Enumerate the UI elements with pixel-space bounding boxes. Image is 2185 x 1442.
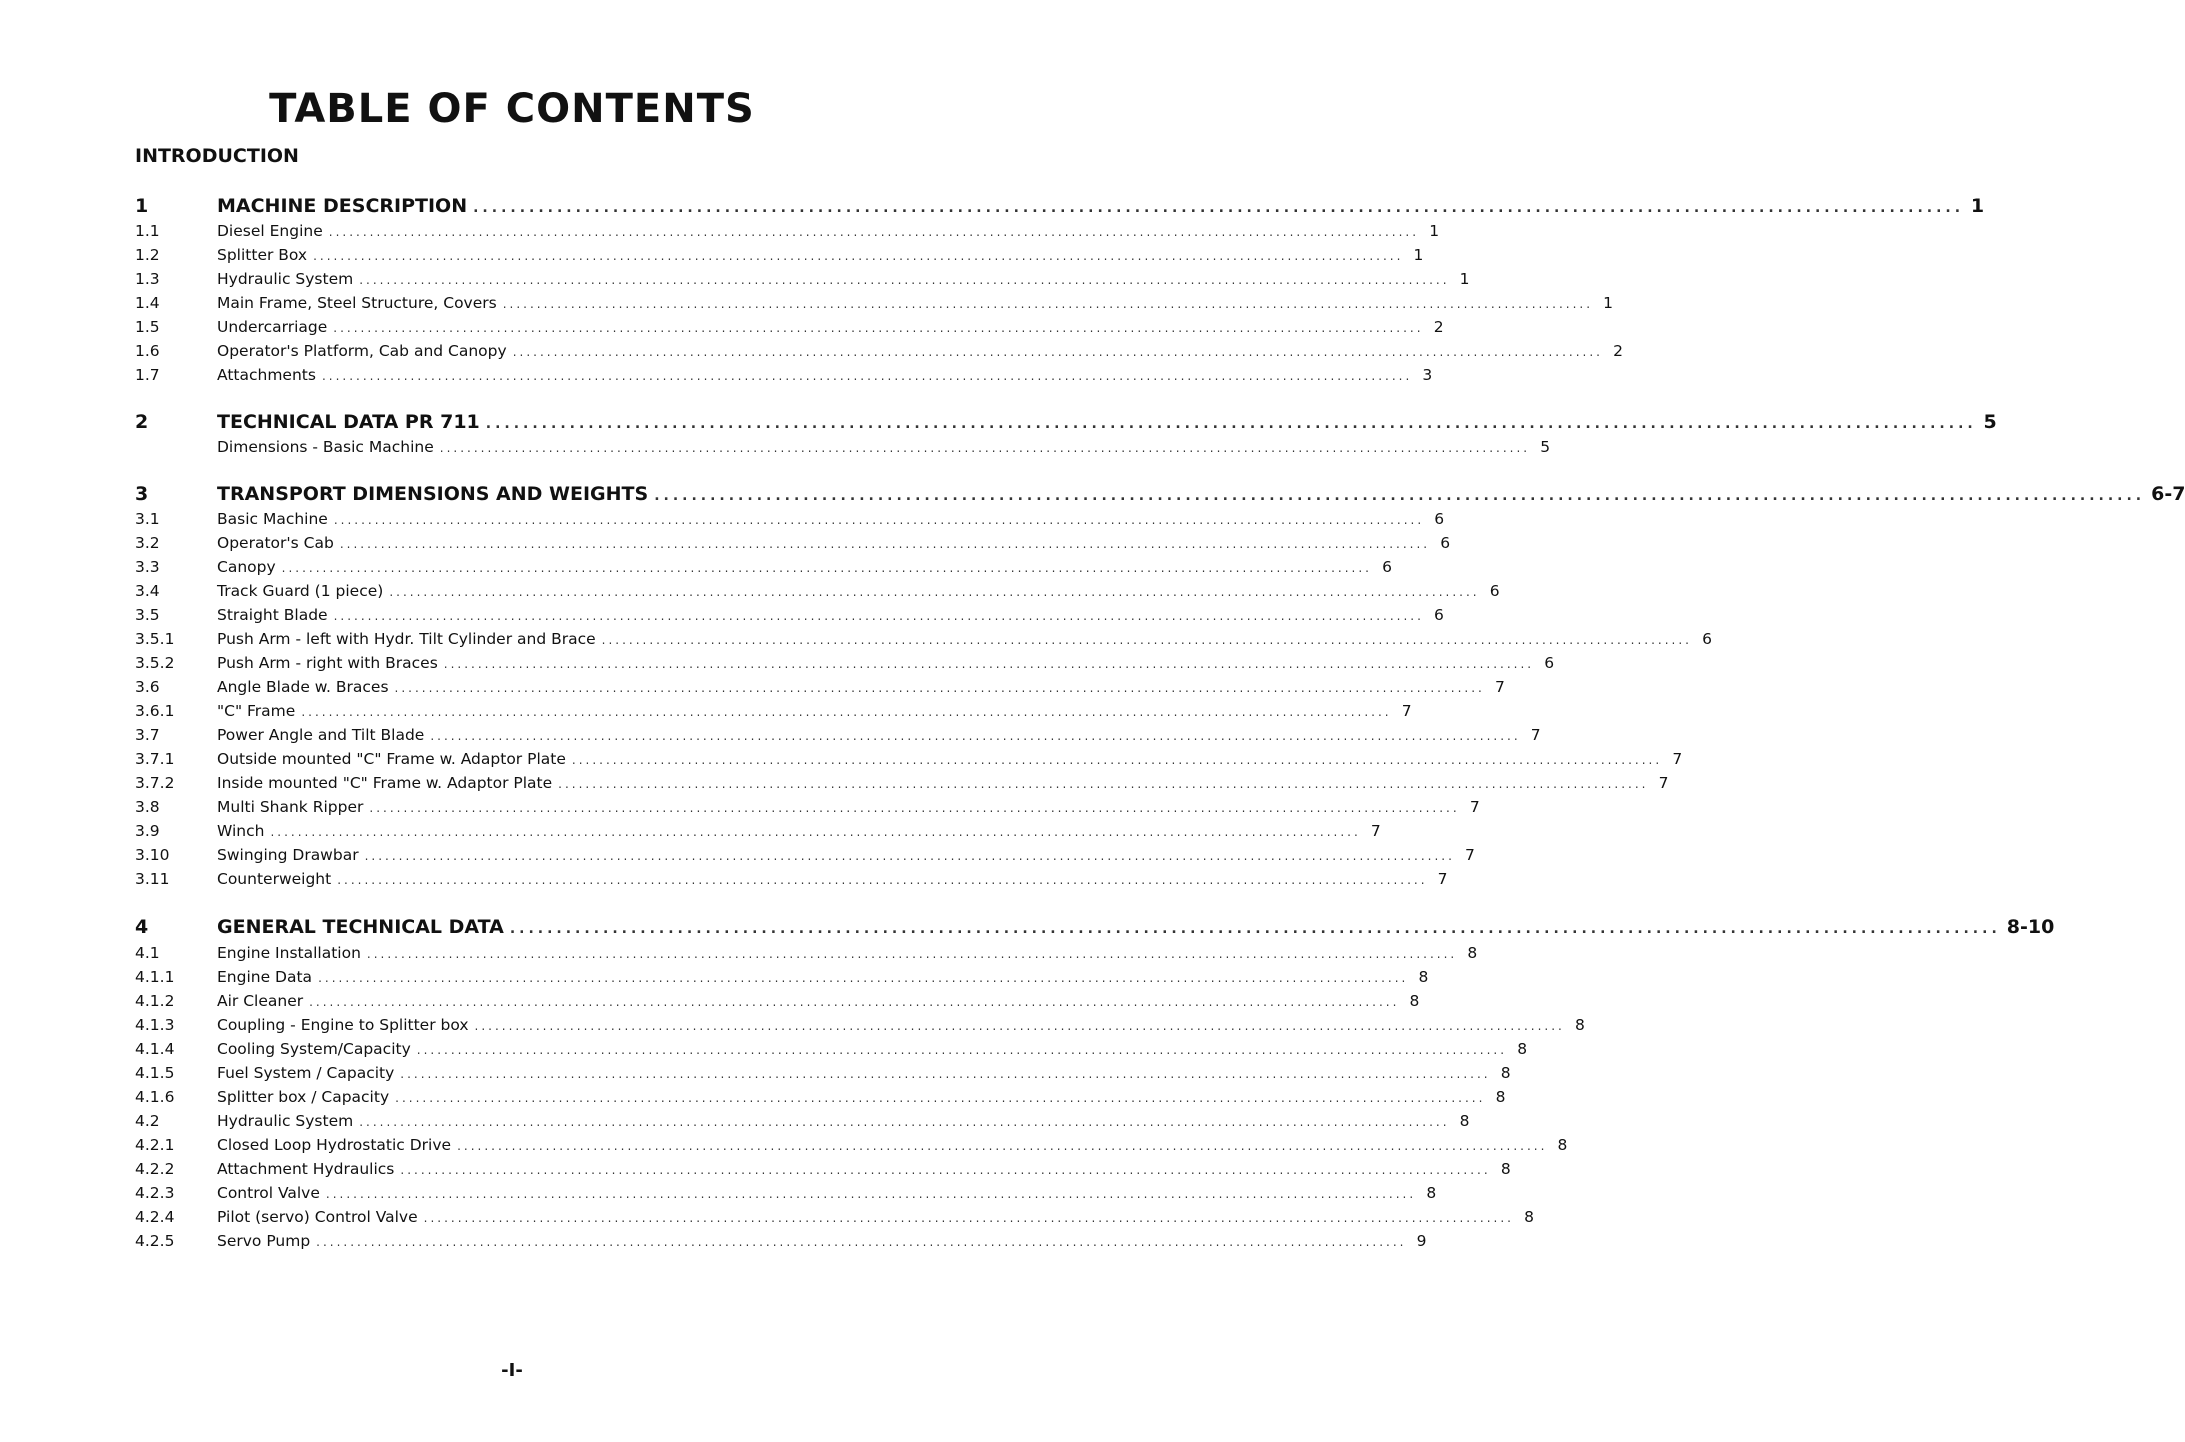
toc-entry-title: "C" Frame <box>217 702 296 720</box>
toc-entry-title: Hydraulic System <box>217 270 354 288</box>
toc-dot-leader: ................................................................................................................................................................ <box>325 1187 1417 1201</box>
toc-entry-title: Coupling - Engine to Splitter box <box>217 1016 469 1034</box>
toc-entry-row <box>135 944 1478 968</box>
toc-entry-row <box>135 1184 1437 1208</box>
toc-dot-leader: ................................................................................................................................................................ <box>364 849 1455 863</box>
toc-entry-page: 8 <box>1574 1016 1585 1034</box>
toc-dot-leader: ................................................................................................................................................................ <box>416 1043 1508 1057</box>
toc-entry-number: 4.2.3 <box>135 1184 175 1202</box>
toc-entry-number: 4.1.2 <box>135 992 175 1010</box>
toc-entry-row <box>135 1088 1506 1112</box>
toc-entry-title: Pilot (servo) Control Valve <box>217 1208 418 1226</box>
toc-dot-leader: ................................................................................................................................................................ <box>281 561 1372 575</box>
toc-entry-page: 8-10 <box>2006 916 2055 938</box>
toc-section-row <box>135 916 2055 944</box>
toc-entry-page: 8 <box>1467 944 1478 962</box>
toc-dot-leader: ................................................................................................................................................................ <box>309 995 1400 1009</box>
toc-entry-number: 4.2 <box>135 1112 160 1130</box>
toc-entry-title: Basic Machine <box>217 510 328 528</box>
toc-entry-title: TRANSPORT DIMENSIONS AND WEIGHTS <box>217 483 649 505</box>
toc-entry-number: 3.7.2 <box>135 774 175 792</box>
toc-entry-page: 7 <box>1437 870 1448 888</box>
toc-entry-number: 1.1 <box>135 222 160 240</box>
toc-entry-page: 6 <box>1382 558 1392 576</box>
page-number: -I- <box>501 1360 523 1381</box>
toc-entry-title: Inside mounted "C" Frame w. Adaptor Plate <box>217 774 553 792</box>
toc-entry-title: Control Valve <box>217 1184 320 1202</box>
toc-entry-number: 4.1.1 <box>135 968 175 986</box>
toc-entry-page: 6 <box>1434 606 1444 624</box>
toc-entry-page: 6 <box>1489 582 1500 600</box>
toc-entry-number: 4 <box>135 916 149 938</box>
toc-entry-page: 9 <box>1416 1232 1427 1250</box>
toc-entry-number: 3.1 <box>135 510 160 528</box>
toc-entry-number: 4.2.4 <box>135 1208 175 1226</box>
toc-entry-number: 3.11 <box>135 870 170 888</box>
toc-entry-page: 8 <box>1418 968 1429 986</box>
toc-entry-title: Operator's Cab <box>217 534 334 552</box>
toc-entry-title: Attachments <box>217 366 316 384</box>
toc-dot-leader: ................................................................................................................................................................ <box>400 1163 1491 1177</box>
toc-entry-row <box>135 654 1555 678</box>
toc-entry-page: 7 <box>1658 774 1669 792</box>
toc-dot-leader: ................................................................................................................................................................ <box>301 705 1392 719</box>
toc-entry-row <box>135 1016 1585 1040</box>
toc-dot-leader: ................................................................................................................................................................ <box>443 657 1535 671</box>
toc-dot-leader: ................................................................................................................................................................ <box>337 873 1428 887</box>
toc-entry-row <box>135 318 1444 342</box>
toc-dot-leader: ................................................................................................................................................................ <box>395 1091 1486 1105</box>
toc-entry-number: 3.10 <box>135 846 170 864</box>
toc-entry-row <box>135 1208 1534 1232</box>
toc-dot-leader: ................................................................................................................................................................ <box>394 681 1485 695</box>
toc-entry-number: 4.1.3 <box>135 1016 175 1034</box>
toc-entry-title: Operator's Platform, Cab and Canopy <box>217 342 507 360</box>
toc-entry-page: 8 <box>1500 1160 1511 1178</box>
toc-entry-number: 4.1.6 <box>135 1088 175 1106</box>
toc-section-row <box>135 483 2185 511</box>
toc-entry-number: 3.3 <box>135 558 160 576</box>
toc-entry-page: 8 <box>1500 1064 1511 1082</box>
toc-dot-leader: ................................................................................................................................................................ <box>313 249 1404 263</box>
toc-entry-row <box>135 798 1480 822</box>
toc-entry-title: Multi Shank Ripper <box>217 798 364 816</box>
toc-entry-page: 8 <box>1426 1184 1437 1202</box>
toc-entry-number: 1.6 <box>135 342 160 360</box>
toc-entry-row <box>135 1160 1511 1184</box>
toc-entry-row <box>135 1136 1568 1160</box>
toc-entry-page: 8 <box>1557 1136 1568 1154</box>
toc-entry-row <box>135 1112 1470 1136</box>
toc-dot-leader: ................................................................................................................................................................ <box>558 777 1649 791</box>
toc-entry-row <box>135 822 1381 846</box>
toc-entry-number: 3.6.1 <box>135 702 175 720</box>
toc-dot-leader: ................................................................................................................................................................ <box>430 729 1521 743</box>
toc-entry-number: 1.3 <box>135 270 160 288</box>
toc-entry-title: Outside mounted "C" Frame w. Adaptor Plate <box>217 750 566 768</box>
toc-entry-page: 8 <box>1517 1040 1528 1058</box>
toc-entry-number: 3.2 <box>135 534 160 552</box>
toc-entry-page: 1 <box>1413 246 1424 264</box>
toc-entry-row <box>135 366 1433 390</box>
toc-entry-page: 1 <box>1970 195 1985 217</box>
toc-entry-page: 8 <box>1524 1208 1534 1226</box>
toc-entry-number: 3.4 <box>135 582 160 600</box>
toc-dot-leader: ................................................................................................................................................................ <box>502 297 1594 311</box>
toc-entry-row <box>135 630 1712 654</box>
toc-entry-number: 3.7 <box>135 726 160 744</box>
toc-entry-title: Fuel System / Capacity <box>217 1064 395 1082</box>
toc-entry-page: 1 <box>1429 222 1440 240</box>
toc-entry-row <box>135 582 1500 606</box>
toc-entry-number: 3.6 <box>135 678 160 696</box>
toc-entry-number: 3.9 <box>135 822 160 840</box>
toc-entry-number: 1.4 <box>135 294 160 312</box>
toc-entry-row <box>135 774 1669 798</box>
toc-entry-row <box>135 294 1614 318</box>
toc-dot-leader: ................................................................................................................................................................ <box>369 801 1460 815</box>
toc-dot-leader: ................................................................................................................................................................ <box>485 416 1977 432</box>
toc-entry-title: Cooling System/Capacity <box>217 1040 411 1058</box>
toc-entry-row <box>135 1064 1511 1088</box>
toc-entry-row <box>135 678 1505 702</box>
toc-entry-page: 3 <box>1422 366 1433 384</box>
toc-entry-title: Splitter Box <box>217 246 308 264</box>
toc-entry-page: 8 <box>1495 1088 1506 1106</box>
toc-entry-page: 7 <box>1370 822 1381 840</box>
toc-entry-page: 6-7 <box>2151 483 2185 505</box>
toc-dot-leader: ................................................................................................................................................................ <box>509 921 2001 937</box>
toc-entry-number: 4.1.4 <box>135 1040 175 1058</box>
toc-dot-leader: ................................................................................................................................................................ <box>474 1019 1565 1033</box>
toc-entry-row <box>135 1040 1528 1064</box>
toc-entry-number: 4.1 <box>135 944 160 962</box>
toc-entry-number: 2 <box>135 411 149 433</box>
toc-dot-leader: ................................................................................................................................................................ <box>571 753 1663 767</box>
toc-entry-row <box>135 870 1448 894</box>
toc-entry-title: Counterweight <box>217 870 332 888</box>
toc-section-row <box>135 195 1985 223</box>
toc-dot-leader: ................................................................................................................................................................ <box>654 488 2146 504</box>
toc-dot-leader: ................................................................................................................................................................ <box>389 585 1480 599</box>
toc-dot-leader: ................................................................................................................................................................ <box>601 633 1692 647</box>
toc-entry-row <box>135 726 1541 750</box>
toc-entry-page: 7 <box>1494 678 1505 696</box>
toc-entry-title: Engine Data <box>217 968 313 986</box>
toc-entry-page: 6 <box>1702 630 1712 648</box>
toc-entry-row <box>135 702 1412 726</box>
toc-entry-row <box>135 558 1392 582</box>
toc-entry-row <box>135 246 1424 270</box>
toc-entry-title: Canopy <box>217 558 276 576</box>
toc-entry-title: GENERAL TECHNICAL DATA <box>217 916 504 938</box>
toc-entry-number: 4.2.2 <box>135 1160 175 1178</box>
toc-entry-row <box>135 992 1420 1016</box>
toc-entry-row <box>135 968 1429 992</box>
toc-entry-number: 1.5 <box>135 318 160 336</box>
toc-entry-title: Attachment Hydraulics <box>217 1160 395 1178</box>
toc-entry-title: TECHNICAL DATA PR 711 <box>217 411 480 433</box>
toc-entry-title: Straight Blade <box>217 606 328 624</box>
toc-entry-page: 1 <box>1459 270 1470 288</box>
toc-entry-number: 3.5.2 <box>135 654 175 672</box>
toc-entry-page: 7 <box>1672 750 1683 768</box>
toc-entry-number: 4.2.1 <box>135 1136 175 1154</box>
toc-entry-page: 8 <box>1459 1112 1470 1130</box>
toc-entry-title: Diesel Engine <box>217 222 323 240</box>
toc-entry-page: 1 <box>1603 294 1614 312</box>
toc-dot-leader: ................................................................................................................................................................ <box>333 609 1424 623</box>
toc-entry-title: Dimensions - Basic Machine <box>217 438 434 456</box>
toc-dot-leader: ................................................................................................................................................................ <box>316 1235 1407 1249</box>
toc-dot-leader: ................................................................................................................................................................ <box>512 345 1603 359</box>
toc-dot-leader: ................................................................................................................................................................ <box>333 513 1425 527</box>
toc-entry-number: 1.2 <box>135 246 160 264</box>
toc-dot-leader: ................................................................................................................................................................ <box>473 200 1965 216</box>
toc-entry-title: Push Arm - left with Hydr. Tilt Cylinder and Brace <box>217 630 596 648</box>
toc-entry-title: Engine Installation <box>217 944 361 962</box>
toc-dot-leader: ................................................................................................................................................................ <box>321 369 1413 383</box>
toc-entry-row <box>135 534 1451 558</box>
toc-entry-page: 5 <box>1540 438 1551 456</box>
toc-entry-row <box>135 270 1470 294</box>
toc-entry-page: 2 <box>1433 318 1444 336</box>
toc-entry-row <box>135 342 1623 366</box>
toc-entry-title: Splitter box / Capacity <box>217 1088 390 1106</box>
toc-entry-title: Hydraulic System <box>217 1112 354 1130</box>
page-title: TABLE OF CONTENTS <box>269 86 755 132</box>
toc-entry-page: 7 <box>1465 846 1475 864</box>
toc-entry-page: 6 <box>1440 534 1451 552</box>
toc-entry-title: Power Angle and Tilt Blade <box>217 726 425 744</box>
toc-entry-page: 6 <box>1544 654 1555 672</box>
toc-entry-page: 2 <box>1613 342 1623 360</box>
toc-entry-title: Servo Pump <box>217 1232 311 1250</box>
toc-entry-number: 3.5 <box>135 606 160 624</box>
toc-entry-number: 3 <box>135 483 149 505</box>
toc-entry-page: 8 <box>1409 992 1420 1010</box>
toc-entry-title: MACHINE DESCRIPTION <box>217 195 468 217</box>
toc-entry-row <box>135 1232 1427 1256</box>
toc-entry-title: Undercarriage <box>217 318 328 336</box>
toc-entry-number: 1 <box>135 195 149 217</box>
toc-entry-number: 4.2.5 <box>135 1232 175 1250</box>
toc-entry-title: Swinging Drawbar <box>217 846 359 864</box>
toc-dot-leader: ................................................................................................................................................................ <box>359 1115 1450 1129</box>
toc-entry-title: Main Frame, Steel Structure, Covers <box>217 294 497 312</box>
toc-entry-row <box>135 606 1444 630</box>
toc-dot-leader: ................................................................................................................................................................ <box>328 225 1420 239</box>
toc-dot-leader: ................................................................................................................................................................ <box>366 947 1458 961</box>
toc-entry-title: Angle Blade w. Braces <box>217 678 389 696</box>
toc-entry-number: 3.8 <box>135 798 160 816</box>
toc-entry-page: 7 <box>1530 726 1541 744</box>
toc-entry-row <box>135 510 1445 534</box>
toc-entry-title: Track Guard (1 piece) <box>217 582 384 600</box>
toc-dot-leader: ................................................................................................................................................................ <box>270 825 1361 839</box>
toc-dot-leader: ................................................................................................................................................................ <box>423 1211 1514 1225</box>
toc-entry-row <box>135 222 1440 246</box>
toc-entry-title: Closed Loop Hydrostatic Drive <box>217 1136 452 1154</box>
toc-entry-row <box>135 438 1551 462</box>
toc-entry-page: 7 <box>1469 798 1480 816</box>
toc-dot-leader: ................................................................................................................................................................ <box>359 273 1450 287</box>
toc-entry-number: 3.7.1 <box>135 750 175 768</box>
toc-entry-title: Push Arm - right with Braces <box>217 654 438 672</box>
toc-entry-number: 3.5.1 <box>135 630 175 648</box>
toc-entry-title: Winch <box>217 822 265 840</box>
toc-entry-row <box>135 846 1475 870</box>
toc-dot-leader: ................................................................................................................................................................ <box>439 441 1531 455</box>
toc-dot-leader: ................................................................................................................................................................ <box>457 1139 1548 1153</box>
toc-section-row <box>135 411 1997 439</box>
toc-dot-leader: ................................................................................................................................................................ <box>318 971 1409 985</box>
toc-entry-page: 6 <box>1434 510 1445 528</box>
toc-entry-title: Air Cleaner <box>217 992 304 1010</box>
toc-entry-row <box>135 750 1683 774</box>
introduction-heading: INTRODUCTION <box>135 145 299 167</box>
toc-entry-number: 1.7 <box>135 366 160 384</box>
toc-entry-number: 4.1.5 <box>135 1064 175 1082</box>
toc-entry-page: 5 <box>1983 411 1997 433</box>
toc-dot-leader: ................................................................................................................................................................ <box>339 537 1431 551</box>
toc-dot-leader: ................................................................................................................................................................ <box>333 321 1424 335</box>
toc-entry-page: 7 <box>1401 702 1412 720</box>
toc-dot-leader: ................................................................................................................................................................ <box>400 1067 1491 1081</box>
